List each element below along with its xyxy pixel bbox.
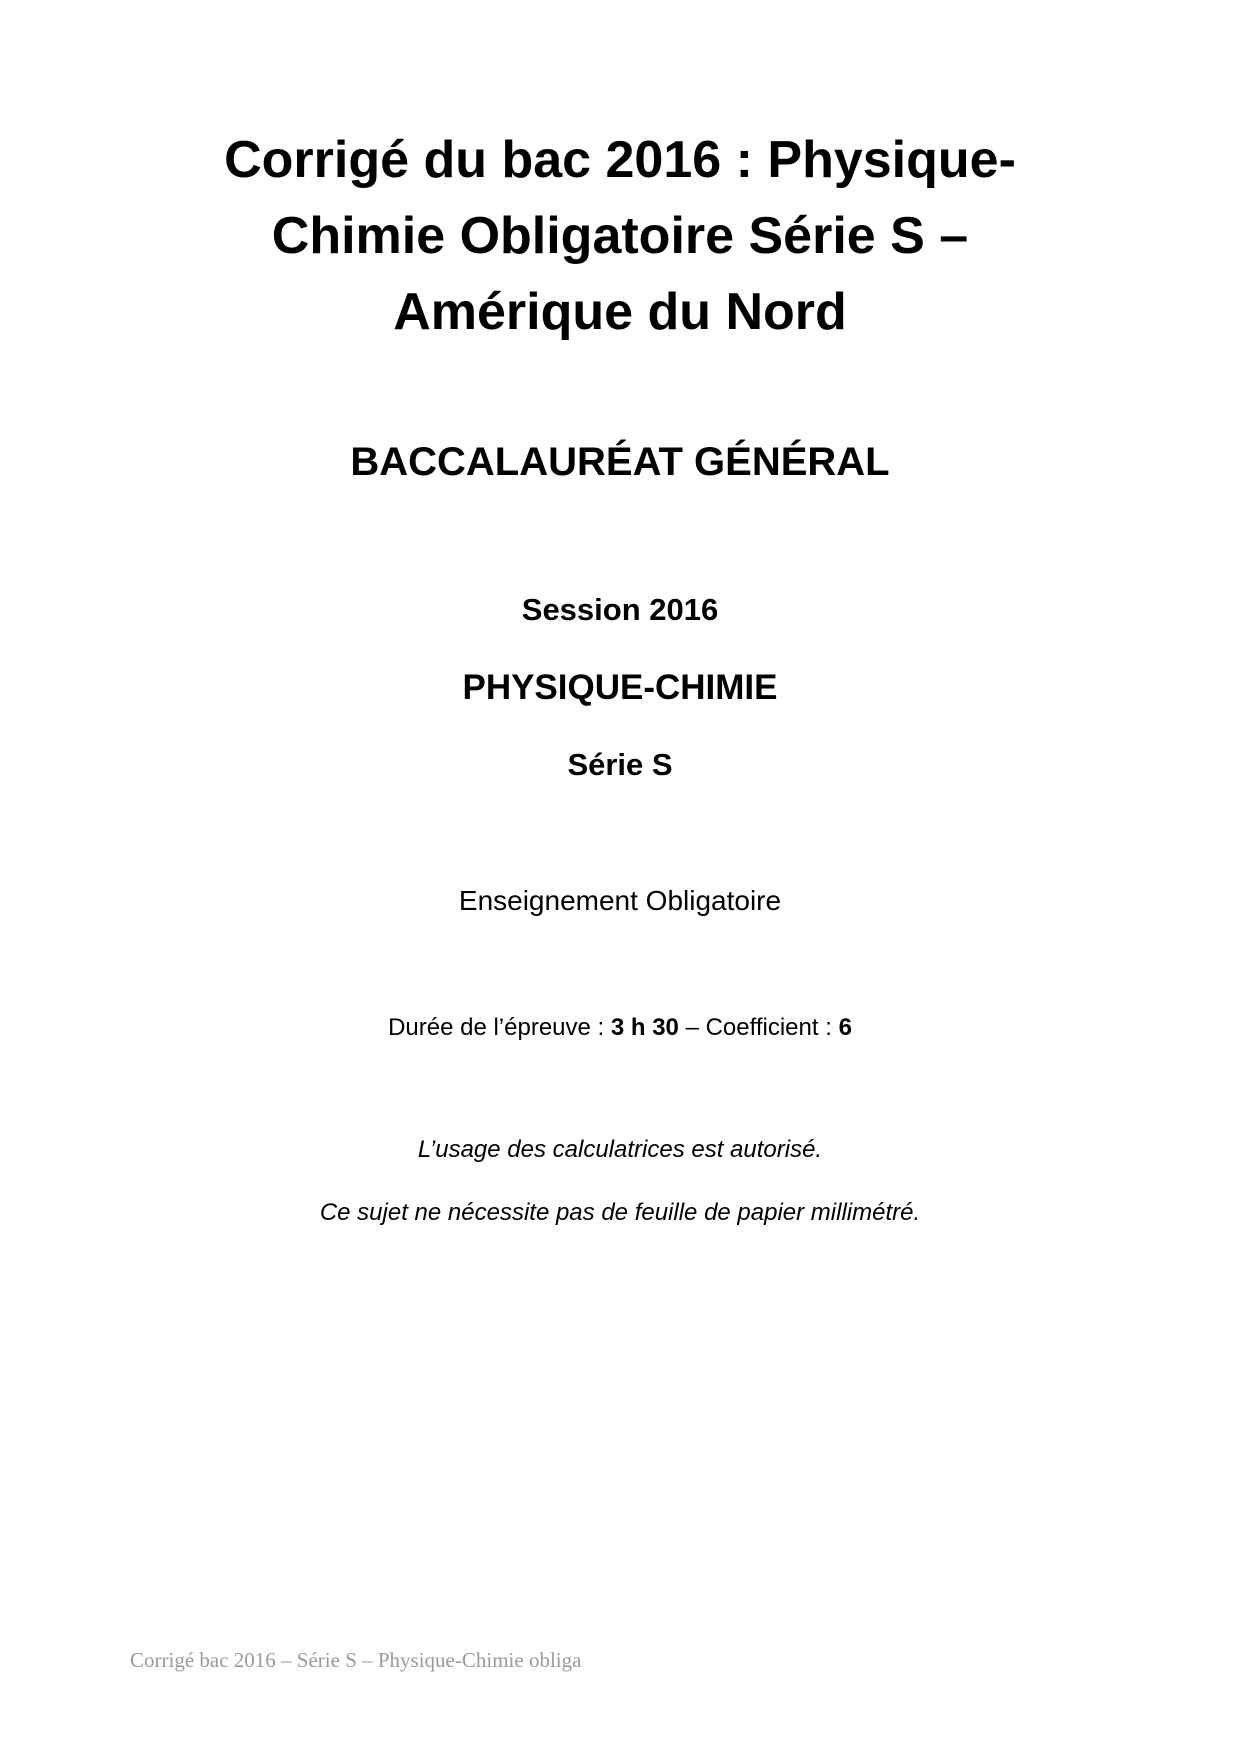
duration-value: 3 h 30 bbox=[610, 1014, 679, 1041]
exam-heading: BACCALAURÉAT GÉNÉRAL bbox=[350, 440, 890, 484]
document-title bbox=[140, 122, 1100, 350]
duration-coefficient-line bbox=[0, 1013, 1240, 1043]
serie-label: Série S bbox=[567, 747, 673, 782]
title-line-2: Chimie Obligatoire Série S – bbox=[271, 207, 969, 265]
calculator-notice: L’usage des calculatrices est autorisé. bbox=[417, 1136, 823, 1163]
session-label: Session 2016 bbox=[521, 592, 719, 627]
subject-label: PHYSIQUE-CHIMIE bbox=[462, 668, 778, 707]
graph-paper-notice: Ce sujet ne nécessite pas de feuille de papier millimétré. bbox=[319, 1199, 921, 1226]
title-line-1: Corrigé du bac 2016 : Physique- bbox=[224, 131, 1016, 189]
coefficient-value: 6 bbox=[838, 1014, 852, 1041]
enseignement-label: Enseignement Obligatoire bbox=[458, 885, 782, 916]
duration-label: Durée de l’épreuve : bbox=[388, 1014, 611, 1041]
coefficient-label: – Coefficient : bbox=[678, 1014, 839, 1041]
title-line-3: Amérique du Nord bbox=[393, 283, 847, 341]
page-footer: Corrigé bac 2016 – Série S – Physique-Chimie obliga bbox=[130, 1648, 582, 1672]
